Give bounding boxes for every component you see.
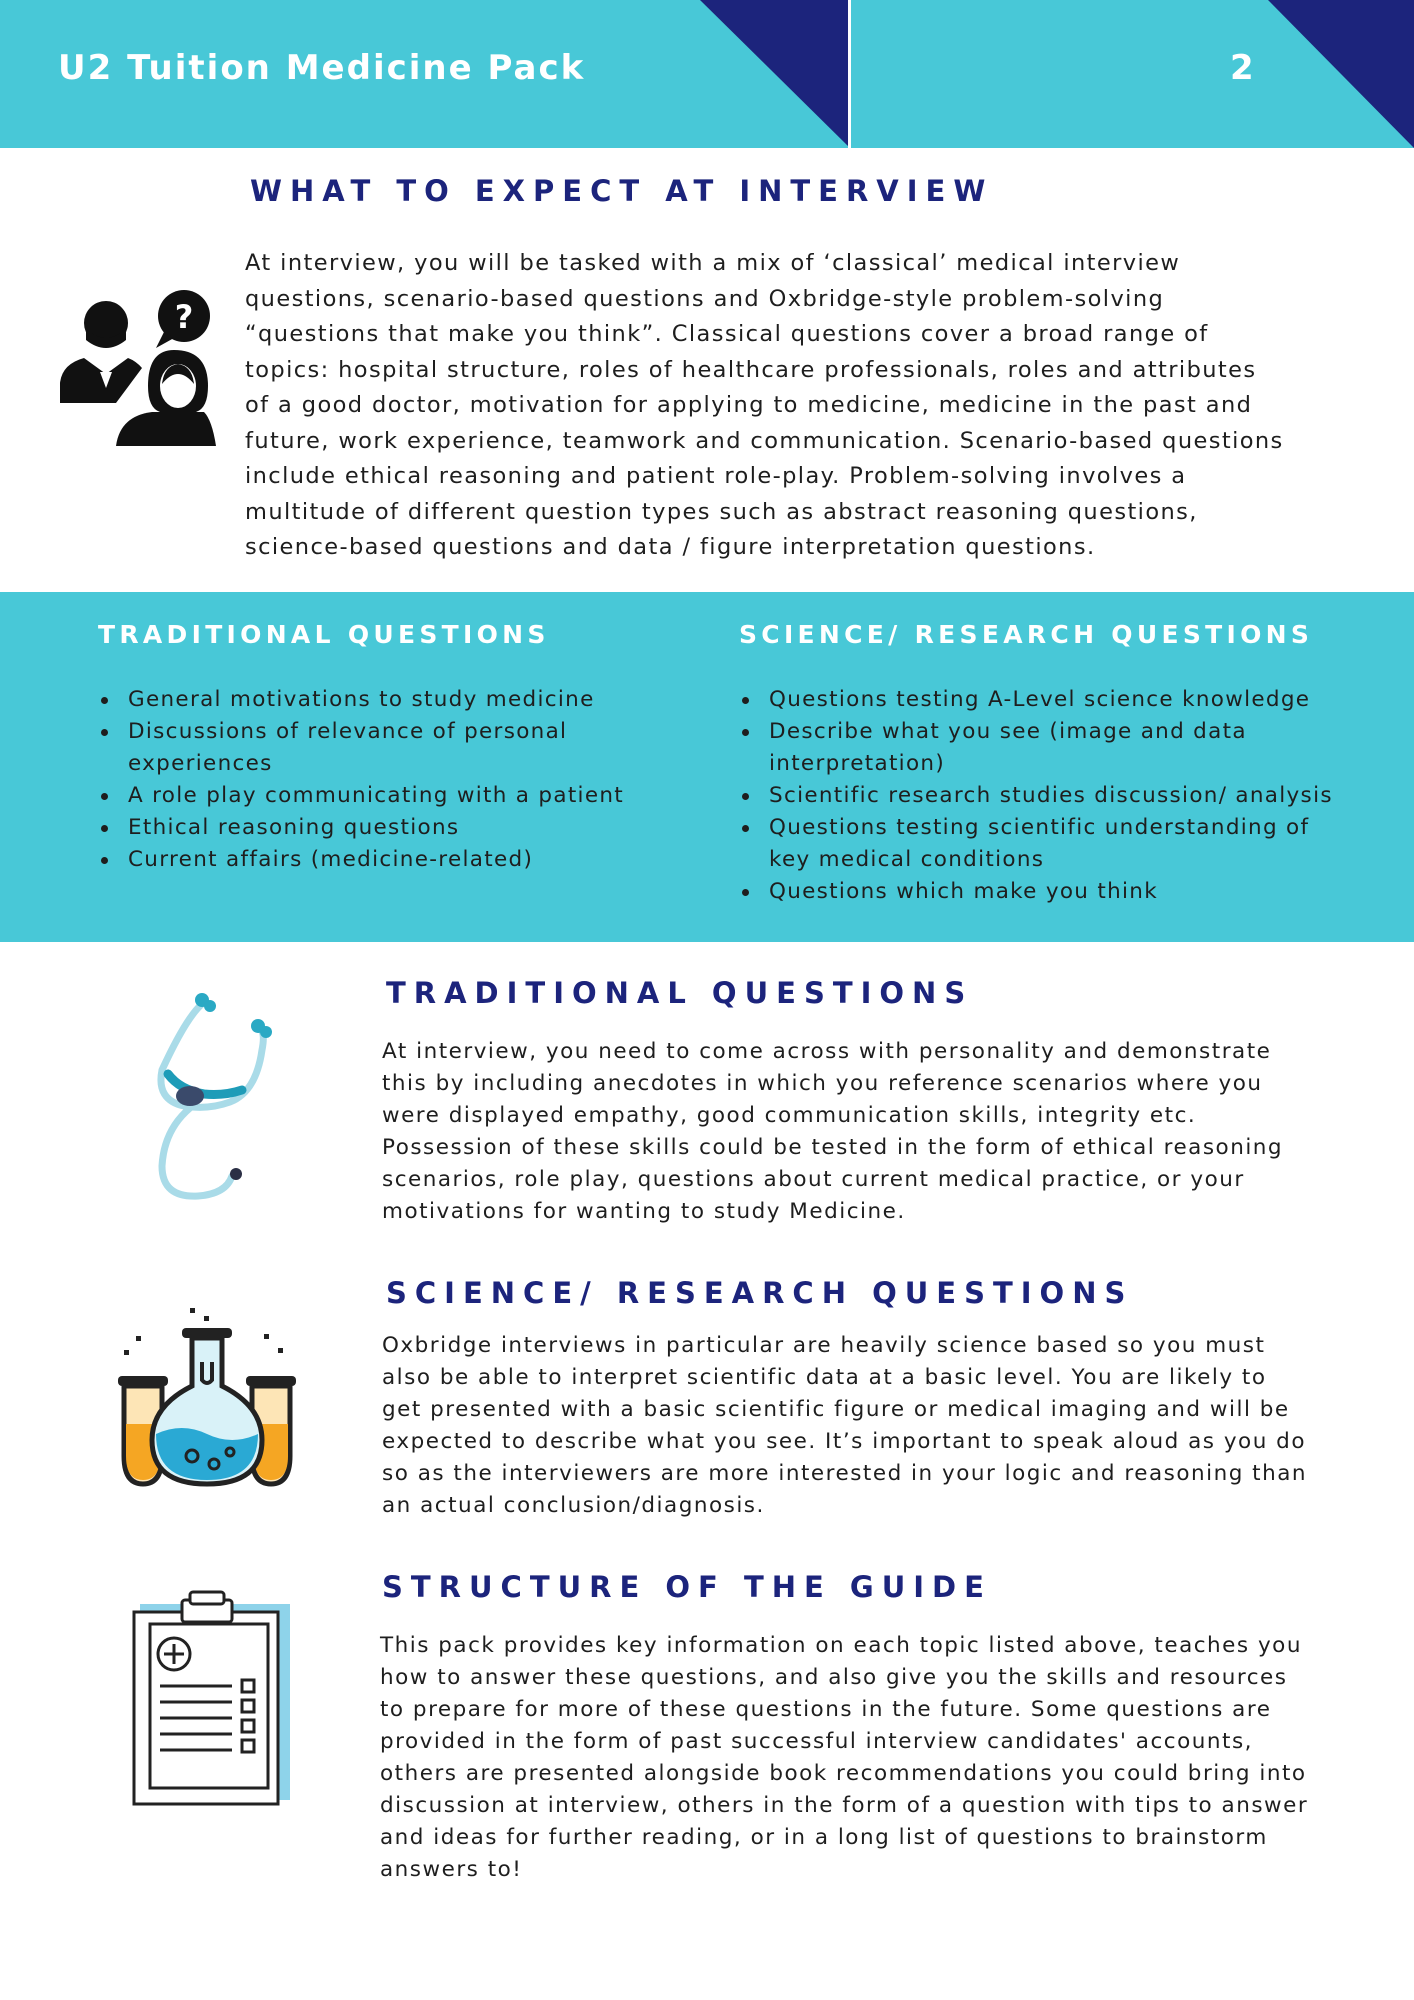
list-item <box>98 812 698 844</box>
structure-line: provided in the form of past successful interview candidates' accounts, <box>380 1729 1253 1754</box>
intro-line: future, work experience, teamwork and communication. Scenario-based questions <box>245 427 1284 454</box>
structure-line: others are presented alongside book recommendations you could bring into <box>380 1761 1307 1786</box>
list-item-text: Questions testing scientific understanding of <box>769 815 1310 840</box>
page-number: 2 <box>1230 48 1254 88</box>
header-divider <box>848 0 851 148</box>
intro-line: science-based questions and data / figure interpretation questions. <box>245 534 1096 560</box>
structure-paragraph <box>380 1630 1390 1886</box>
traditional-heading: TRADITIONAL QUESTIONS <box>386 976 974 1010</box>
intro-heading: WHAT TO EXPECT AT INTERVIEW <box>250 174 994 208</box>
science-line: so as the interviewers are more interested in your logic and reasoning than <box>382 1461 1308 1486</box>
bullet-icon <box>742 729 749 736</box>
intro-line: multitude of different question types such as abstract reasoning questions, <box>245 498 1198 525</box>
band-left-heading: TRADITIONAL QUESTIONS <box>98 620 550 649</box>
list-item <box>98 844 698 876</box>
bullet-icon <box>742 697 749 704</box>
list-item-text: Questions testing A-Level science knowledge <box>769 687 1311 712</box>
structure-line: to prepare for more of these questions in the future. Some questions are <box>380 1697 1272 1722</box>
list-item <box>739 812 1399 876</box>
traditional-line: this by including anecdotes in which you reference scenarios where you <box>382 1071 1263 1096</box>
traditional-paragraph <box>382 1036 1382 1228</box>
intro-line: include ethical reasoning and patient role-play. Problem-solving involves a <box>245 463 1187 489</box>
list-item-text: Discussions of relevance of personal <box>128 719 568 744</box>
list-item-text: Ethical reasoning questions <box>128 815 460 840</box>
intro-line: At interview, you will be tasked with a mix of ‘classical’ medical interview <box>245 250 1181 276</box>
header-triangle-left <box>700 0 850 148</box>
science-line: expected to describe what you see. It’s important to speak aloud as you do <box>382 1429 1306 1454</box>
bullet-icon <box>742 889 749 896</box>
list-item-text: Scientific research studies discussion/ analysis <box>769 783 1333 808</box>
traditional-line: were displayed empathy, good communication skills, integrity etc. <box>382 1103 1197 1128</box>
science-line: get presented with a basic scientific figure or medical imaging and will be <box>382 1397 1290 1422</box>
bullet-icon <box>101 729 108 736</box>
list-item <box>98 684 698 716</box>
intro-line: of a good doctor, motivation for applying to medicine, medicine in the past and <box>245 392 1253 418</box>
structure-heading: STRUCTURE OF THE GUIDE <box>382 1570 992 1604</box>
structure-line: answers to! <box>380 1857 523 1882</box>
list-item <box>739 876 1399 908</box>
header-triangle-right <box>1268 0 1414 148</box>
question-types-band <box>0 592 1414 942</box>
structure-line: discussion at interview, others in the form of a question with tips to answer <box>380 1793 1309 1818</box>
list-item-text: interpretation) <box>769 751 946 776</box>
traditional-list <box>98 684 698 876</box>
list-item <box>98 780 698 812</box>
list-item <box>98 716 698 780</box>
structure-line: how to answer these questions, and also give you the skills and resources <box>380 1665 1288 1690</box>
list-item <box>739 684 1399 716</box>
intro-line: “questions that make you think”. Classical questions cover a broad range of <box>245 321 1209 347</box>
page-header <box>0 0 1414 148</box>
svg-text:?: ? <box>174 298 194 336</box>
traditional-line: Possession of these skills could be tested in the form of ethical reasoning <box>382 1135 1284 1160</box>
stethoscope-icon <box>150 990 280 1210</box>
structure-line: and ideas for further reading, or in a long list of questions to brainstorm <box>380 1825 1268 1850</box>
list-item-text: General motivations to study medicine <box>128 687 595 712</box>
list-item <box>739 716 1399 780</box>
list-item-text: Describe what you see (image and data <box>769 719 1247 744</box>
header-title: U2 Tuition Medicine Pack <box>58 48 586 88</box>
interview-people-icon <box>56 288 216 448</box>
list-item-text: Current affairs (medicine-related) <box>128 847 534 872</box>
traditional-line: scenarios, role play, questions about current medical practice, or your <box>382 1167 1245 1192</box>
list-item <box>739 780 1399 812</box>
bullet-icon <box>101 825 108 832</box>
science-heading: SCIENCE/ RESEARCH QUESTIONS <box>386 1276 1134 1310</box>
science-line: Oxbridge interviews in particular are heavily science based so you must <box>382 1333 1266 1358</box>
bullet-icon <box>742 825 749 832</box>
traditional-line: motivations for wanting to study Medicine. <box>382 1199 906 1224</box>
science-paragraph <box>382 1330 1392 1522</box>
lab-flask-icon <box>112 1306 302 1492</box>
traditional-line: At interview, you need to come across with personality and demonstrate <box>382 1039 1272 1064</box>
intro-paragraph <box>245 246 1375 566</box>
intro-line: topics: hospital structure, roles of healthcare professionals, roles and attributes <box>245 356 1257 383</box>
list-item-text: A role play communicating with a patient <box>128 783 625 808</box>
science-line: an actual conclusion/diagnosis. <box>382 1493 765 1518</box>
list-item-text: experiences <box>128 751 273 776</box>
science-line: also be able to interpret scientific data at a basic level. You are likely to <box>382 1365 1267 1390</box>
clipboard-checklist-icon <box>130 1590 296 1808</box>
intro-line: questions, scenario-based questions and Oxbridge-style problem-solving <box>245 285 1165 312</box>
bullet-icon <box>101 857 108 864</box>
science-list <box>739 684 1399 908</box>
bullet-icon <box>742 793 749 800</box>
list-item-text: key medical conditions <box>769 847 1045 872</box>
structure-line: This pack provides key information on each topic listed above, teaches you <box>380 1633 1302 1658</box>
list-item-text: Questions which make you think <box>769 879 1158 904</box>
bullet-icon <box>101 697 108 704</box>
band-right-heading: SCIENCE/ RESEARCH QUESTIONS <box>739 620 1314 649</box>
bullet-icon <box>101 793 108 800</box>
